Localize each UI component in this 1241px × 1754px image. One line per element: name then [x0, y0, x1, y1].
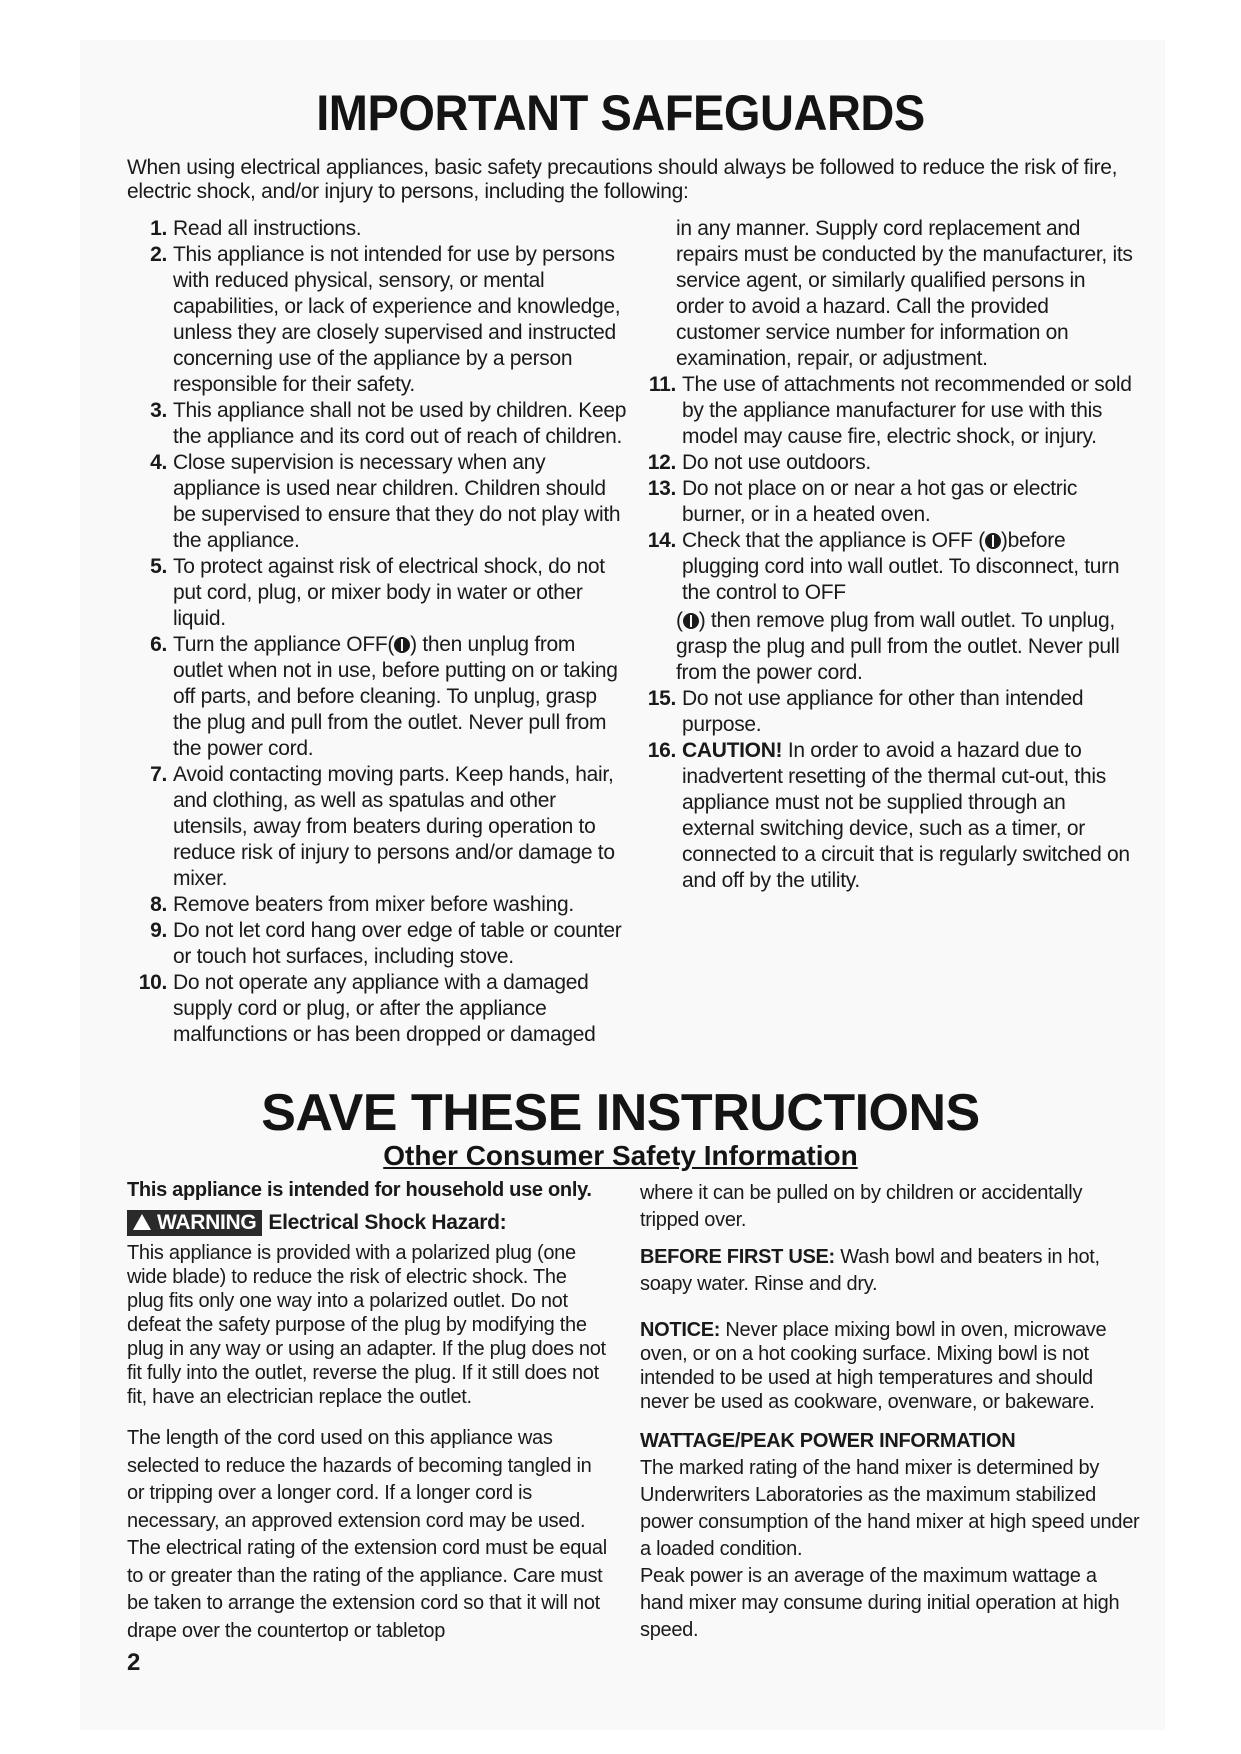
- warning-triangle-icon: [133, 1214, 151, 1230]
- list-item: 11. The use of attachments not recommended or sold by the appliance manufacturer for use with this model may cause fire, electric shock, or injury.: [648, 373, 1132, 448]
- peak-power-text: Peak power is an average of the maximum wattage a hand mixer may consume during initial operation at high speed.: [640, 1565, 1120, 1641]
- cord-text-continuation: where it can be pulled on by children or accidentally tripped over.: [640, 1182, 1083, 1231]
- page-title: IMPORTANT SAFEGUARDS: [316, 85, 925, 141]
- warning-header: [127, 1210, 627, 1236]
- before-first-use: BEFORE FIRST USE: Wash bowl and beaters in hot, soapy water. Rinse and dry.: [640, 1246, 1100, 1295]
- safeguards-left-column: [127, 216, 627, 1048]
- cord-text: The length of the cord used on this appliance was selected to reduce the hazards of becoming tangled in or tripping over a longer cord. If a longer cord is necessary, an approved extension cord may be used. The electrical rating of the extension cord must be equal to or greater than the rating of the appliance. Care must be taken to arrange the extension cord so that it will not drape over the countertop or tabletop: [127, 1427, 607, 1642]
- wattage-text: The marked rating of the hand mixer is determined by Underwriters Laboratories as the maximum stabilized power consumption of the hand mixer at high speed under a loaded condition.: [640, 1457, 1140, 1560]
- list-item: 1. Read all instructions.: [150, 217, 362, 240]
- list-item: 6. Turn the appliance OFF( ) then unplug from outlet when not in use, before putting on or taking off parts, and before cleaning. To unplug, grasp the plug and pull from the outlet. Never pull from the power cord.: [150, 633, 618, 760]
- list-item-continuation: in any manner. Supply cord replacement and repairs must be conducted by the manufacturer, its service agent, or similarly qualified persons in order to avoid a hazard. Call the provided customer service number for information on examination, repair, or adjustment.: [676, 217, 1133, 370]
- warning-heading: Electrical Shock Hazard:: [268, 1211, 507, 1234]
- polarized-plug-text: This appliance is provided with a polarized plug (one wide blade) to reduce the risk of electric shock. The plug fits only one way into a polarized outlet. Do not defeat the safety purpose of the plug by modifying the plug in any way or using an adapter. If the plug does not fit fully into the outlet, reverse the plug. If it still does not fit, have an electrician replace the outlet.: [127, 1242, 606, 1408]
- list-item: 15. Do not use appliance for other than intended purpose.: [647, 687, 1084, 736]
- list-item: 3. This appliance shall not be used by children. Keep the appliance and its cord out of reach of children.: [150, 399, 627, 448]
- list-item: 4. Close supervision is necessary when any appliance is used near children. Children should be supervised to ensure that they do not play with the appliance.: [150, 451, 621, 552]
- save-instructions-heading: SAVE THESE INSTRUCTIONS: [261, 1084, 980, 1142]
- power-off-icon: [394, 637, 410, 653]
- list-item: 12. Do not use outdoors.: [647, 451, 871, 474]
- list-item: 2. This appliance is not intended for use by persons with reduced physical, sensory, or mental capabilities, or lack of experience and knowledge, unless they are closely supervised and instructed concerning use of the appliance by a person responsible for their safety.: [150, 243, 621, 396]
- list-item: 9. Do not let cord hang over edge of table or counter or touch hot surfaces, including stove.: [150, 919, 622, 968]
- list-item: 14. Check that the appliance is OFF ( )before plugging cord into wall outlet. To disconnect, turn the control to OFF: [647, 529, 1120, 604]
- warning-badge: WARNING: [127, 1210, 262, 1236]
- list-item: 8. Remove beaters from mixer before washing.: [150, 893, 574, 916]
- list-item: 16. CAUTION! In order to avoid a hazard due to inadvertent resetting of the thermal cut-out, this appliance must not be supplied through an external switching device, such as a timer, or connected to a circuit that is regularly switched on and off by the utility.: [647, 739, 1130, 892]
- list-item: 5. To protect against risk of electrical shock, do not put cord, plug, or mixer body in water or other liquid.: [150, 555, 605, 630]
- safeguards-right-column: [636, 216, 1136, 894]
- page-number: 2: [127, 1649, 141, 1676]
- wattage-heading: WATTAGE/PEAK POWER INFORMATION: [640, 1430, 1016, 1452]
- list-item: 13. Do not place on or near a hot gas or electric burner, or in a heated oven.: [647, 477, 1078, 526]
- intro-text: When using electrical appliances, basic safety precautions should always be followed to reduce the risk of fire, electric shock, and/or injury to persons, including the following:: [127, 156, 1118, 203]
- power-off-icon: [985, 533, 1001, 549]
- list-item: 7. Avoid contacting moving parts. Keep hands, hair, and clothing, as well as spatulas and other utensils, away from beaters during operation to reduce risk of injury to persons and/or damage to mixer.: [150, 763, 615, 890]
- section-subtitle: Other Consumer Safety Information: [383, 1140, 858, 1171]
- power-off-icon: [683, 613, 699, 629]
- list-item-continuation: ( ) then remove plug from wall outlet. To unplug, grasp the plug and pull from the outlet. Never pull from the power cord.: [676, 609, 1120, 684]
- household-use-notice: This appliance is intended for household use only.: [127, 1179, 592, 1201]
- notice-text: NOTICE: Never place mixing bowl in oven, microwave oven, or on a hot cooking surface. Mixing bowl is not intended to be used at high temperatures and should never be used as cookware, ovenware, or bakeware.: [640, 1319, 1107, 1413]
- list-item: 10. Do not operate any appliance with a damaged supply cord or plug, or after the appliance malfunctions or has been dropped or damaged: [138, 971, 596, 1046]
- wattage-section: [640, 1428, 1140, 1644]
